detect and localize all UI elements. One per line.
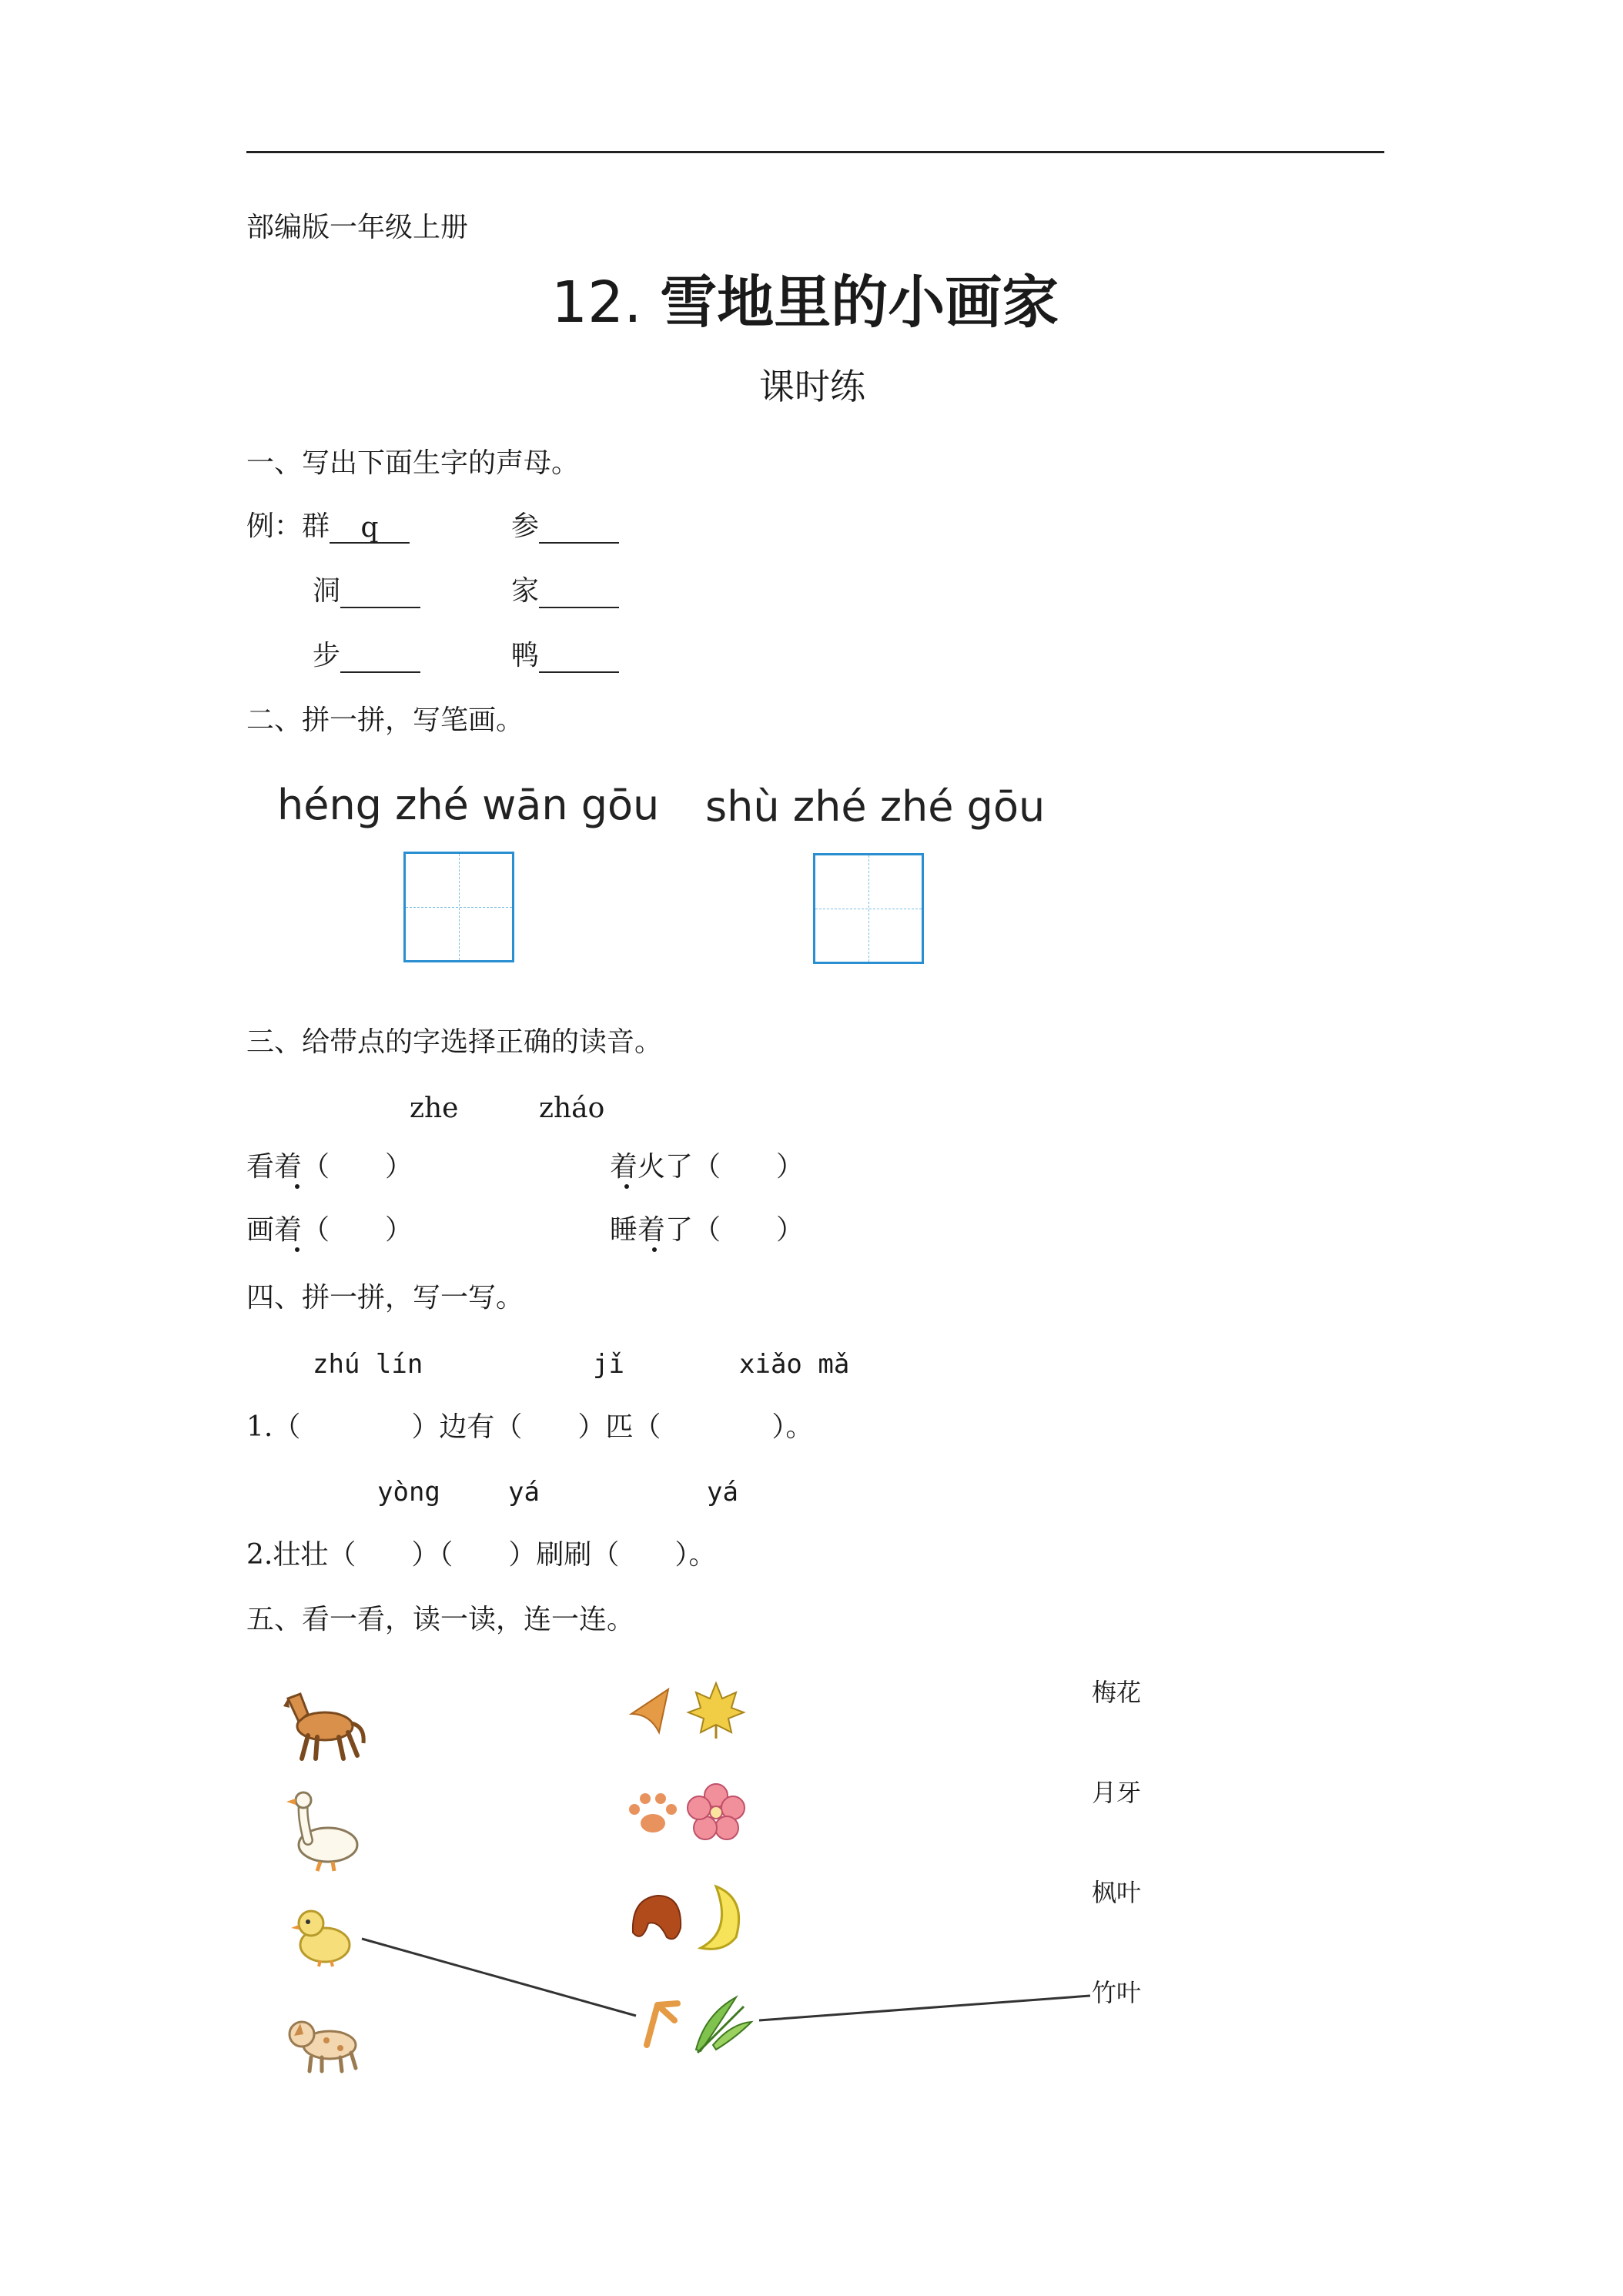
q1-answer-blank[interactable]: q <box>330 511 410 544</box>
bamboo-leaf-icon[interactable] <box>690 1991 755 2056</box>
q1-answer-blank[interactable] <box>539 641 619 673</box>
goose-footprint-icon[interactable] <box>625 1683 684 1739</box>
emphasis-dot <box>295 1247 300 1252</box>
dog-pawprint-icon[interactable] <box>625 1786 684 1840</box>
pinyin-hint: xiǎo mǎ <box>739 1349 850 1380</box>
emphasis-dot <box>295 1184 300 1189</box>
writing-grid-box[interactable] <box>813 853 924 964</box>
q1-heading: 一、写出下面生字的声母。 <box>246 447 580 479</box>
puppy-icon[interactable] <box>280 2013 365 2074</box>
maple-leaf-icon[interactable] <box>685 1678 747 1740</box>
connector-line <box>362 1939 636 2016</box>
q1-row-1 <box>246 510 410 544</box>
header-rule <box>246 151 1384 153</box>
chick-icon[interactable] <box>285 1902 359 1968</box>
example-prefix: 例： <box>246 510 303 542</box>
q3-item <box>610 1213 804 1247</box>
q4-sentence-2[interactable]: 2.壮壮（ ）（ ）刷刷（ ）。 <box>246 1539 717 1571</box>
q1-item <box>313 639 420 673</box>
match-word[interactable]: 月牙 <box>1092 1778 1142 1807</box>
q1-item <box>511 510 619 544</box>
book-label: 部编版一年级上册 <box>246 212 469 243</box>
writing-grid-box[interactable] <box>403 852 514 962</box>
emphasis-dot <box>652 1247 657 1252</box>
q1-answer-blank[interactable] <box>340 641 420 673</box>
q3-heading: 三、给带点的字选择正确的读音。 <box>246 1026 663 1058</box>
q3-item <box>246 1213 413 1247</box>
q1-item <box>313 574 420 608</box>
q3-item <box>610 1150 804 1184</box>
q1-answer-blank[interactable] <box>340 576 420 608</box>
q1-char: 步 <box>313 640 341 671</box>
horse-icon[interactable] <box>277 1683 370 1763</box>
q1-char: 参 <box>511 510 540 542</box>
q2-heading: 二、拼一拼，写笔画。 <box>246 705 524 736</box>
pinyin-hint: yá <box>707 1477 738 1508</box>
connector-line <box>759 1996 1090 2020</box>
match-word[interactable]: 竹叶 <box>1092 1978 1142 2007</box>
q1-answer-blank[interactable] <box>539 576 619 608</box>
chick-footprint-icon[interactable] <box>631 1997 685 2051</box>
goose-icon[interactable] <box>280 1786 366 1873</box>
pinyin-hint: yá <box>508 1477 540 1508</box>
q1-item <box>511 574 619 608</box>
emphasis-dot <box>624 1184 629 1189</box>
q4-sentence-1[interactable]: 1.（ ）边有（ ）匹（ ）。 <box>246 1411 814 1443</box>
page-title <box>551 268 1059 337</box>
plum-blossom-icon[interactable] <box>685 1782 747 1843</box>
answer-parens[interactable]: （ ） <box>693 1214 805 1246</box>
pinyin-hint: jǐ <box>593 1349 624 1380</box>
horse-hoofprint-icon[interactable] <box>625 1889 687 1948</box>
reading-option: zhe <box>410 1093 459 1124</box>
match-word[interactable]: 枫叶 <box>1092 1878 1142 1907</box>
crescent-moon-icon[interactable] <box>690 1883 748 1953</box>
page-subtitle: 课时练 <box>759 366 865 407</box>
stroke-pinyin: shù zhé zhé gōu <box>705 782 1046 831</box>
q4-heading: 四、拼一拼，写一写。 <box>246 1282 524 1314</box>
q3-word: 画着 <box>246 1214 303 1246</box>
lesson-title: 雪地里的小画家 <box>660 269 1059 336</box>
lesson-number: 12. <box>551 269 642 336</box>
q1-char: 洞 <box>313 575 341 607</box>
match-word[interactable]: 梅花 <box>1092 1678 1142 1707</box>
reading-option: zháo <box>539 1093 605 1124</box>
q1-char: 鸭 <box>511 640 540 671</box>
stroke-pinyin: héng zhé wān gōu <box>277 781 660 829</box>
answer-parens[interactable]: （ ） <box>302 1151 413 1183</box>
q3-word: 睡着了 <box>610 1214 694 1246</box>
pinyin-hint: yòng <box>377 1477 440 1508</box>
q1-item <box>511 639 619 673</box>
pinyin-hint: zhú lín <box>313 1349 423 1380</box>
answer-parens[interactable]: （ ） <box>693 1151 805 1183</box>
q5-heading: 五、看一看，读一读，连一连。 <box>246 1604 635 1635</box>
q3-word: 看着 <box>246 1151 303 1183</box>
q1-char: 家 <box>511 575 540 607</box>
answer-parens[interactable]: （ ） <box>302 1214 413 1246</box>
q3-word: 着火了 <box>610 1151 694 1183</box>
q1-char: 群 <box>302 510 330 542</box>
q1-answer-blank[interactable] <box>539 511 619 544</box>
q3-item <box>246 1150 413 1184</box>
